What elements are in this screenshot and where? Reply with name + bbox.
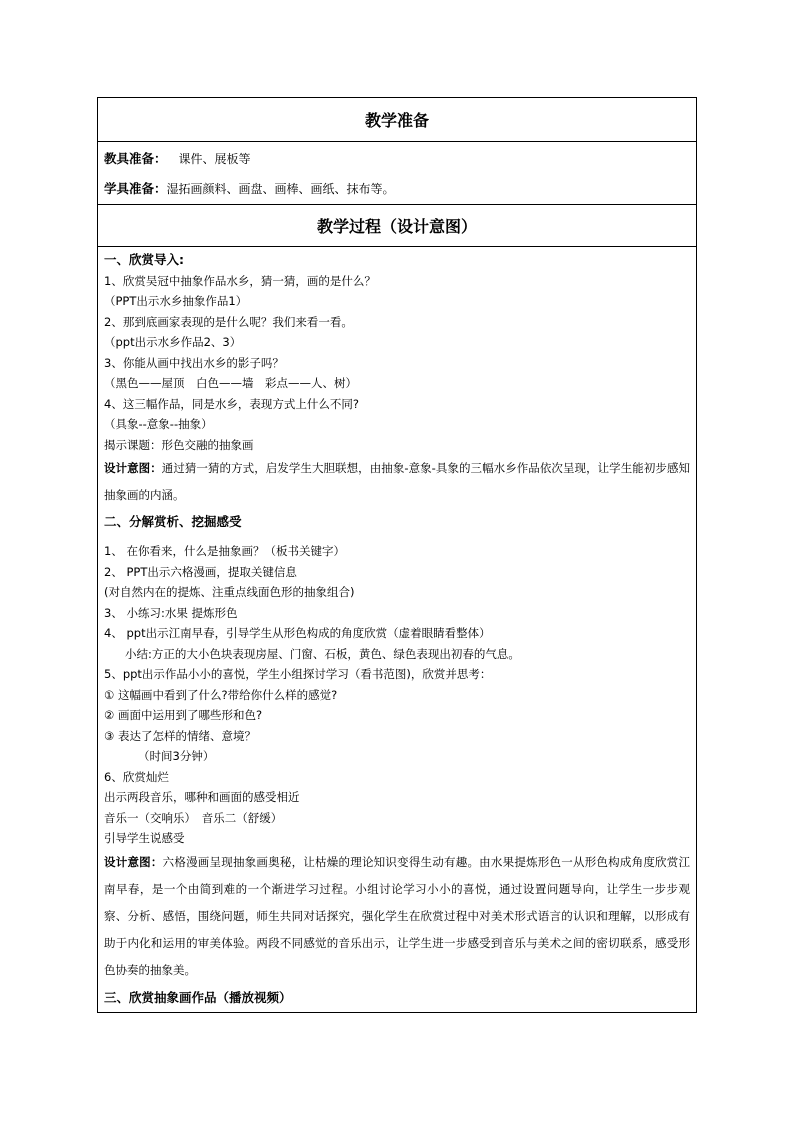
section1-line: （黑色——屋顶 白色——墙 彩点——人、树） xyxy=(104,376,357,390)
design-intent-text: 六格漫画呈现抽象画奥秘，让枯燥的理论知识变得生动有趣。由水果提炼形色一从形色构成角度欣赏江南早春，是一个由简到难的一个渐进学习过程。小组讨论学习小小的喜悦，通过设置问题导向，让学生一步步观察、分析、感悟，围绕问题，师生共同对话探究，强化学生在欣赏过程中对美术形式语言的认识和理解，以形成有助于内化和运用的审美体验。两段不同感觉的音乐出示，让学生进一步感受到音乐与美术之间的密切联系，感受形色协奏的抽象美。 xyxy=(104,854,690,977)
section2-title: 二、分解赏析、挖掘感受 xyxy=(104,514,242,529)
section2-line: 出示两段音乐，哪种和画面的感受相近 xyxy=(104,790,300,804)
section1-line: （具象--意象--抽象） xyxy=(104,417,213,431)
section2-line: 3、 小练习:水果 提炼形色 xyxy=(104,605,238,620)
section1-line: 3、你能从画中找出水乡的影子吗？ xyxy=(104,355,284,370)
student-prep-label: 学具准备： xyxy=(104,181,167,196)
section2-design-intent xyxy=(104,849,690,984)
section1-title: 一、欣赏导入: xyxy=(104,252,184,267)
section1-line: 2、那到底画家表现的是什么呢？我们来看一看。 xyxy=(104,314,353,329)
student-prep-line xyxy=(104,174,690,204)
section2-question: ③ 表达了怎样的情绪、意境？ xyxy=(104,728,256,743)
teacher-prep-line xyxy=(104,144,690,174)
section1-design-intent xyxy=(104,455,690,509)
section2-line: 引导学生说感受 xyxy=(104,831,185,845)
section1-line: （PPT出示水乡抽象作品1） xyxy=(104,294,248,308)
student-prep-value: 湿拓画颜料、画盘、画棒、画纸、抹布等。 xyxy=(166,182,395,196)
section1-line: 1、欣赏吴冠中抽象作品水乡，猜一猜，画的是什么？ xyxy=(104,273,376,288)
design-intent-label: 设计意图： xyxy=(104,854,163,869)
section1-line: 4、这三幅作品，同是水乡，表现方式上什么不同? xyxy=(104,396,359,411)
section2-line: 6、欣赏灿烂 xyxy=(104,769,169,784)
design-intent-text: 通过猜一猜的方式，启发学生大胆联想，由抽象-意象-具象的三幅水乡作品依次呈现，让学生能初步感知抽象画的内涵。 xyxy=(104,461,690,502)
section2-line5: 5、ppt出示作品小小的喜悦，学生小组探讨学习（看书范图)，欣赏并思考： xyxy=(104,667,492,681)
prep-cell xyxy=(98,142,696,204)
section1-line: 揭示课题：形色交融的抽象画 xyxy=(104,437,254,452)
section2-line: 2、 PPT出示六格漫画，提取关键信息 xyxy=(104,564,297,579)
teacher-prep-label: 教具准备： xyxy=(104,151,167,166)
lesson-plan-table xyxy=(97,97,697,1013)
section2-question: ② 画面中运用到了哪些形和色? xyxy=(104,708,263,722)
section2-line: 音乐一（交响乐） 音乐二（舒缓） xyxy=(104,810,283,825)
section2-question: ① 这幅画中看到了什么?带给你什么样的感觉? xyxy=(104,687,338,702)
teacher-prep-value: 课件、展板等 xyxy=(166,152,251,166)
prep-header: 教学准备 xyxy=(98,98,696,142)
section1-line: （ppt出示水乡作品2、3） xyxy=(104,335,242,349)
process-cell xyxy=(98,247,696,1012)
process-header: 教学过程（设计意图） xyxy=(98,204,696,247)
section2-line: 1、 在你看来，什么是抽象画？（板书关键字） xyxy=(104,544,345,558)
design-intent-label: 设计意图： xyxy=(104,461,162,475)
section3-title: 三、欣赏抽象画作品（播放视频） xyxy=(104,989,292,1005)
section2-summary: 小结:方正的大小色块表现房屋、门窗、石板，黄色、绿色表现出初春的气息。 xyxy=(125,646,520,661)
section2-line: 4、 ppt出示江南早春，引导学生从形色构成的角度欣赏（虚着眼睛看整体） xyxy=(104,626,491,640)
section2-time-note: （时间3分钟） xyxy=(138,749,215,763)
section2-line: (对自然内在的提炼、注重点线面色形的抽象组合) xyxy=(104,585,355,599)
